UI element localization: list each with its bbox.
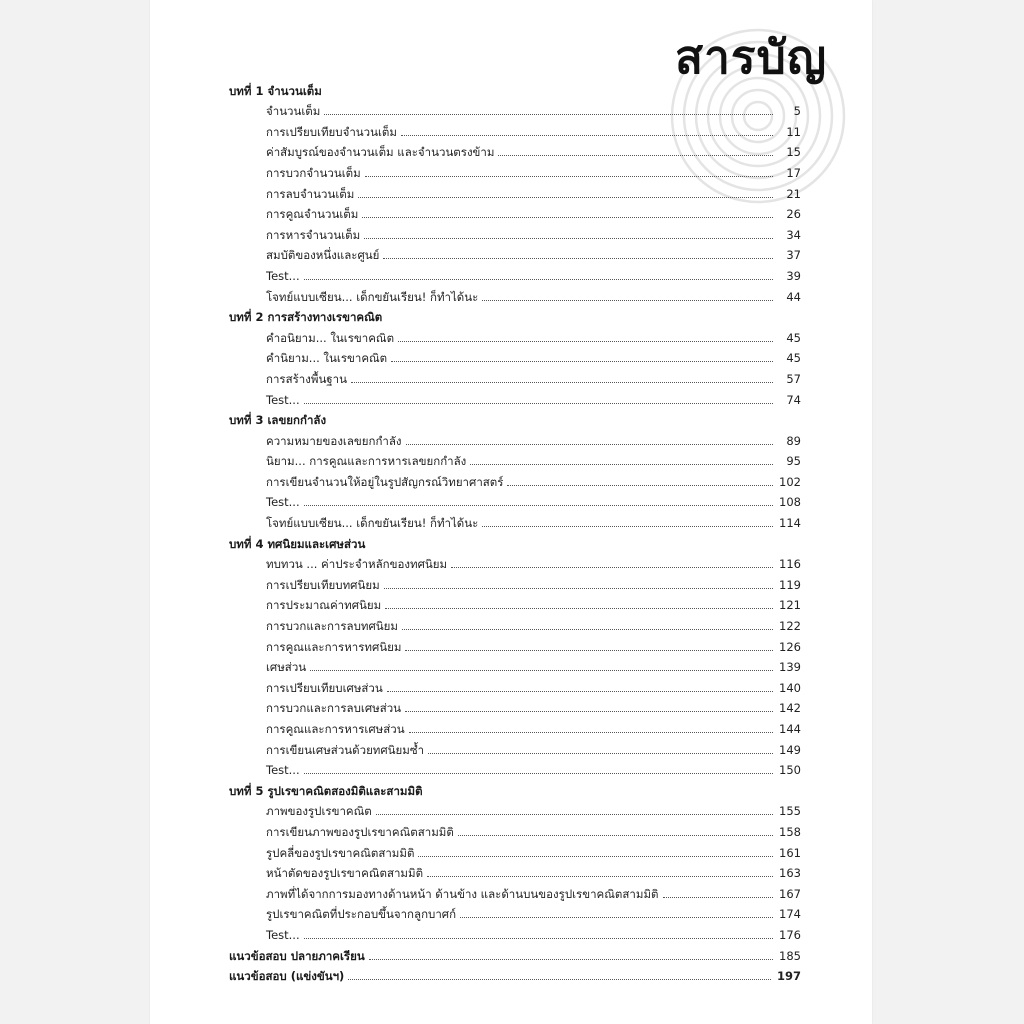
toc-entry xyxy=(229,593,801,614)
dot-leader xyxy=(304,403,773,404)
toc-entry xyxy=(229,655,801,676)
dot-leader xyxy=(387,691,773,692)
toc-entry xyxy=(229,366,801,387)
toc-entry xyxy=(229,160,801,181)
toc-entry xyxy=(229,840,801,861)
dot-leader xyxy=(385,608,773,609)
dot-leader xyxy=(304,279,773,280)
toc-entry-label: การเปรียบเทียบเศษส่วน xyxy=(266,680,383,695)
toc-entry-label: Test... xyxy=(266,763,300,778)
toc-entry-label: การเขียนเศษส่วนด้วยทศนิยมซ้ำ xyxy=(266,742,425,757)
toc-entry-page: 163 xyxy=(779,866,801,881)
toc-entry xyxy=(229,922,801,943)
toc-entry xyxy=(229,902,801,923)
toc-entry xyxy=(229,202,801,223)
toc-entry-page: 158 xyxy=(779,824,801,839)
dot-leader xyxy=(507,485,773,486)
dot-leader xyxy=(470,464,773,465)
toc-entry xyxy=(229,510,801,531)
toc-entry xyxy=(229,181,801,202)
toc-entry xyxy=(229,634,801,655)
chapter-heading xyxy=(229,778,801,799)
toc-entry-page: 139 xyxy=(779,660,801,675)
toc-entry xyxy=(229,222,801,243)
toc-entry-page: 176 xyxy=(779,927,801,942)
dot-leader xyxy=(427,876,773,877)
toc-entry-label: โจทย์แบบเซียน... เด็กขยันเรียน! ก็ทำได้นะ xyxy=(266,289,479,304)
toc-entry xyxy=(229,387,801,408)
toc-entry-label: การคูณและการหารเศษส่วน xyxy=(266,722,405,736)
toc-entry-label: จำนวนเต็ม xyxy=(266,104,321,119)
toc-entry-page: 121 xyxy=(779,598,801,613)
dot-leader xyxy=(369,959,773,960)
page-title: สารบัญ xyxy=(675,30,828,84)
toc-entry-label: คำอนิยาม... ในเรขาคณิต xyxy=(266,330,395,345)
dot-leader xyxy=(460,917,773,918)
chapter-heading-label: บทที่ 4 ทศนิยมและเศษส่วน xyxy=(229,536,366,551)
toc-entry xyxy=(229,428,801,449)
toc-entry-label: การเปรียบเทียบทศนิยม xyxy=(266,577,380,592)
toc-entry-page: 142 xyxy=(779,701,801,716)
toc-entry-page: 95 xyxy=(786,454,801,469)
appendix-entry-label: แนวข้อสอบ (แข่งขันฯ) xyxy=(229,969,345,984)
toc-entry-page: 74 xyxy=(786,392,801,407)
toc-entry xyxy=(229,490,801,511)
toc-entry xyxy=(229,469,801,490)
toc-entry-page: 122 xyxy=(779,619,801,634)
dot-leader xyxy=(401,135,773,136)
toc-entry-page: 34 xyxy=(786,227,801,242)
toc-entry-label: เศษส่วน xyxy=(266,660,307,675)
toc-entry-page: 174 xyxy=(779,907,801,922)
toc-entry-page: 150 xyxy=(779,763,801,778)
toc-entry-label: สมบัติของหนึ่งและศูนย์ xyxy=(266,248,380,263)
dot-leader xyxy=(663,897,774,898)
chapter-heading-label: บทที่ 5 รูปเรขาคณิตสองมิติและสามมิติ xyxy=(229,783,423,798)
dot-leader xyxy=(310,670,773,671)
toc-entry-label: ค่าสัมบูรณ์ของจำนวนเต็ม และจำนวนตรงข้าม xyxy=(266,145,495,160)
toc-entry-label: Test... xyxy=(266,268,300,283)
dot-leader xyxy=(451,567,773,568)
dot-leader xyxy=(304,938,773,939)
appendix-entry xyxy=(229,943,801,964)
dot-leader xyxy=(418,856,773,857)
toc-entry xyxy=(229,243,801,264)
toc-entry xyxy=(229,346,801,367)
toc-entry-page: 57 xyxy=(786,371,801,386)
toc-entry-label: การคูณจำนวนเต็ม xyxy=(266,207,359,222)
toc-entry-label: คำนิยาม... ในเรขาคณิต xyxy=(266,351,388,366)
toc-entry-label: การบวกและการลบทศนิยม xyxy=(266,619,398,634)
dot-leader xyxy=(304,505,773,506)
chapter-heading xyxy=(229,305,801,326)
toc-entry xyxy=(229,675,801,696)
toc-entry-page: 161 xyxy=(779,845,801,860)
toc-entry-label: การหารจำนวนเต็ม xyxy=(266,227,361,242)
toc-entry-label: การเขียนภาพของรูปเรขาคณิตสามมิติ xyxy=(266,824,454,839)
toc-entry-label: Test... xyxy=(266,495,300,510)
toc-entry-label: การบวกและการลบเศษส่วน xyxy=(266,701,402,716)
dot-leader xyxy=(304,773,773,774)
chapter-heading xyxy=(229,531,801,552)
chapter-heading xyxy=(229,408,801,429)
toc-entry-label: การเขียนจำนวนให้อยู่ในรูปสัญกรณ์วิทยาศาสตร์ xyxy=(266,474,504,489)
dot-leader xyxy=(384,588,773,589)
chapter-heading-label: บทที่ 2 การสร้างทางเรขาคณิต xyxy=(229,310,383,325)
toc-entry xyxy=(229,716,801,737)
toc-entry-page: 37 xyxy=(786,248,801,263)
dot-leader xyxy=(405,650,773,651)
toc-entry-page: 144 xyxy=(779,722,801,736)
toc-entry-page: 167 xyxy=(779,886,801,901)
toc-entry-label: การประมาณค่าทศนิยม xyxy=(266,598,382,613)
toc-entry-page: 149 xyxy=(779,742,801,757)
toc-entry-label: Test... xyxy=(266,392,300,407)
toc-entry xyxy=(229,99,801,120)
toc-entry-label: การลบจำนวนเต็ม xyxy=(266,186,355,201)
toc-entry-page: 155 xyxy=(779,804,801,819)
dot-leader xyxy=(402,629,773,630)
dot-leader xyxy=(364,238,773,239)
toc-entry-page: 45 xyxy=(786,330,801,345)
toc-entry-label: ความหมายของเลขยกกำลัง xyxy=(266,433,402,448)
dot-leader xyxy=(358,197,773,198)
toc-entry-label: การคูณและการหารทศนิยม xyxy=(266,639,402,654)
toc-entry xyxy=(229,737,801,758)
dot-leader xyxy=(383,258,773,259)
toc-entry-page: 114 xyxy=(779,516,801,531)
toc-entry-label: รูปคลี่ของรูปเรขาคณิตสามมิติ xyxy=(266,845,415,860)
toc-entry-page: 5 xyxy=(793,104,801,119)
dot-leader xyxy=(351,382,773,383)
toc-entry-label: การสร้างพื้นฐาน xyxy=(266,371,347,386)
dot-leader xyxy=(365,176,773,177)
dot-leader xyxy=(362,217,773,218)
toc-entry xyxy=(229,449,801,470)
toc-entry-label: ภาพของรูปเรขาคณิต xyxy=(266,804,372,819)
toc-entry-page: 119 xyxy=(779,577,801,592)
appendix-entry-page: 197 xyxy=(776,969,801,984)
toc-entry xyxy=(229,881,801,902)
chapter-heading xyxy=(229,78,801,99)
toc-entry xyxy=(229,799,801,820)
toc-entry-page: 89 xyxy=(786,433,801,448)
toc-entry xyxy=(229,861,801,882)
dot-leader xyxy=(324,114,773,115)
toc-entry-page: 140 xyxy=(779,680,801,695)
toc-entry-label: โจทย์แบบเซียน... เด็กขยันเรียน! ก็ทำได้นะ xyxy=(266,516,479,531)
toc-entry-label: การบวกจำนวนเต็ม xyxy=(266,165,361,180)
dot-leader xyxy=(376,814,773,815)
dot-leader xyxy=(391,361,773,362)
dot-leader xyxy=(458,835,773,836)
toc-entry xyxy=(229,572,801,593)
toc-entry xyxy=(229,819,801,840)
toc-entry-label: นิยาม... การคูณและการหารเลขยกกำลัง xyxy=(266,454,467,469)
toc-entry xyxy=(229,119,801,140)
toc-entry xyxy=(229,284,801,305)
toc-entry-label: หน้าตัดของรูปเรขาคณิตสามมิติ xyxy=(266,866,424,881)
toc-entry-label: การเปรียบเทียบจำนวนเต็ม xyxy=(266,124,397,139)
toc-entry xyxy=(229,613,801,634)
dot-leader xyxy=(482,526,773,527)
toc-entry-label: ทบทวน ... ค่าประจำหลักของทศนิยม xyxy=(266,557,448,572)
dot-leader xyxy=(398,341,773,342)
dot-leader xyxy=(409,732,773,733)
toc-entry-page: 108 xyxy=(779,495,801,510)
toc-entry-page: 26 xyxy=(786,207,801,222)
toc-entry-label: Test... xyxy=(266,927,300,942)
chapter-heading-label: บทที่ 3 เลขยกกำลัง xyxy=(229,413,327,428)
toc-entry-label: รูปเรขาคณิตที่ประกอบขึ้นจากลูกบาศก์ xyxy=(266,907,457,922)
appendix-entry-label: แนวข้อสอบ ปลายภาคเรียน xyxy=(229,948,365,963)
appendix-entry-page: 185 xyxy=(779,948,801,963)
toc-entry-page: 116 xyxy=(779,557,801,572)
toc-entry-page: 44 xyxy=(786,289,801,304)
dot-leader xyxy=(405,711,773,712)
chapter-heading-label: บทที่ 1 จำนวนเต็ม xyxy=(229,83,322,98)
toc-entry-page: 45 xyxy=(786,351,801,366)
appendix-entry xyxy=(229,964,801,985)
toc-entry xyxy=(229,758,801,779)
toc-entry-label: ภาพที่ได้จากการมองทางด้านหน้า ด้านข้าง และด้านบนของรูปเรขาคณิตสามมิติ xyxy=(266,886,659,901)
toc-entry-page: 15 xyxy=(786,145,801,160)
dot-leader xyxy=(406,444,773,445)
toc-entry-page: 102 xyxy=(779,474,801,489)
toc-entry xyxy=(229,325,801,346)
toc-entry-page: 21 xyxy=(786,186,801,201)
dot-leader xyxy=(428,753,773,754)
dot-leader xyxy=(498,155,773,156)
toc-entry-page: 39 xyxy=(786,268,801,283)
dot-leader xyxy=(482,300,773,301)
toc-entry-page: 17 xyxy=(786,165,801,180)
toc-entry xyxy=(229,696,801,717)
toc-entry-page: 126 xyxy=(779,639,801,654)
table-of-contents xyxy=(229,78,801,984)
toc-entry-page: 11 xyxy=(786,124,801,139)
toc-entry xyxy=(229,552,801,573)
toc-entry xyxy=(229,263,801,284)
toc-entry xyxy=(229,140,801,161)
dot-leader xyxy=(348,979,771,980)
